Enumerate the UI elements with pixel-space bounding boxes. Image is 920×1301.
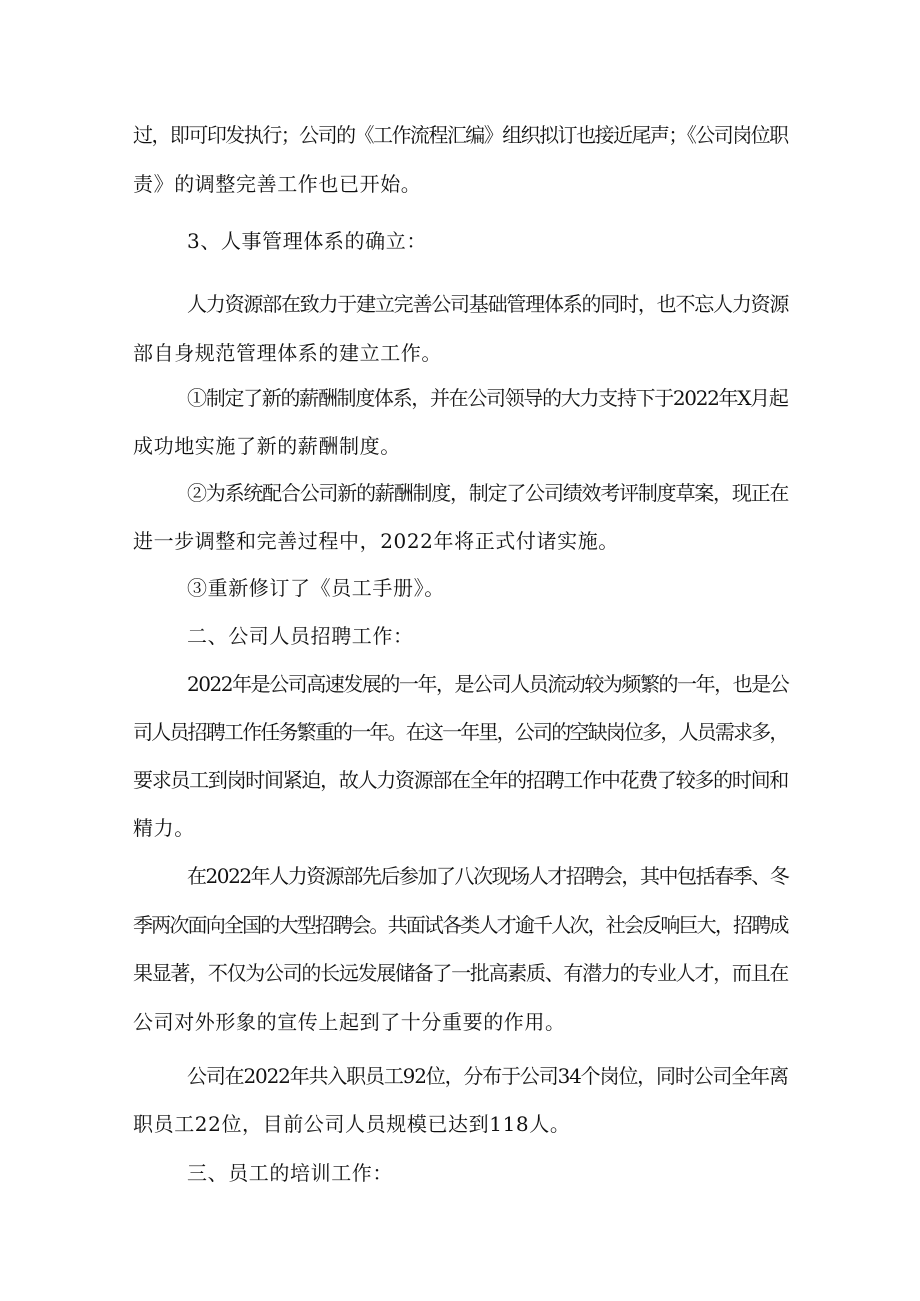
text-line: 2022年是公司高速发展的一年，是公司人员流动较为频繁的一年，也是公 — [187, 672, 789, 696]
text-line: ②为系统配合公司新的薪酬制度，制定了公司绩效考评制度草案，现正在 — [187, 481, 789, 505]
text-line: 精力。 — [133, 816, 195, 840]
section-heading: 二、公司人员招聘工作： — [187, 624, 414, 648]
section-heading: 三、员工的培训工作： — [187, 1161, 393, 1185]
text-line: 司人员招聘工作任务繁重的一年。在这一年里，公司的空缺岗位多，人员需求多， — [133, 720, 788, 744]
text-line: 进一步调整和完善过程中，2022年将正式付诸实施。 — [133, 529, 619, 553]
text-line: 公司在2022年共入职员工92位，分布于公司34个岗位，同时公司全年离 — [187, 1064, 788, 1088]
text-line: ①制定了新的薪酬制度体系，并在公司领导的大力支持下于2022年X月起 — [187, 386, 788, 410]
text-line: 成功地实施了新的薪酬制度。 — [133, 434, 401, 458]
text-line: 公司对外形象的宣传上起到了十分重要的作用。 — [133, 1010, 566, 1034]
text-line: 部自身规范管理体系的建立工作。 — [133, 341, 442, 365]
text-line: 人力资源部在致力于建立完善公司基础管理体系的同时，也不忘人力资源 — [187, 292, 789, 316]
text-line: 在2022年人力资源部先后参加了八次现场人才招聘会，其中包括春季、冬 — [187, 864, 789, 888]
text-line: ③重新修订了《员工手册》。 — [187, 576, 445, 600]
text-line: 职员工22位，目前公司人员规模已达到118人。 — [133, 1112, 571, 1136]
text-line: 要求员工到岗时间紧迫，故人力资源部在全年的招聘工作中花费了较多的时间和 — [133, 768, 788, 792]
text-line: 果显著，不仅为公司的长远发展储备了一批高素质、有潜力的专业人才，而且在 — [133, 961, 788, 985]
text-line: 季两次面向全国的大型招聘会。共面试各类人才逾千人次，社会反响巨大，招聘成 — [133, 913, 788, 937]
text-line: 责》的调整完善工作也已开始。 — [133, 172, 422, 196]
section-heading: 3、人事管理体系的确立： — [187, 229, 427, 253]
text-line: 过，即可印发执行；公司的《工作流程汇编》组织拟订也接近尾声；《公司岗位职 — [133, 123, 788, 147]
